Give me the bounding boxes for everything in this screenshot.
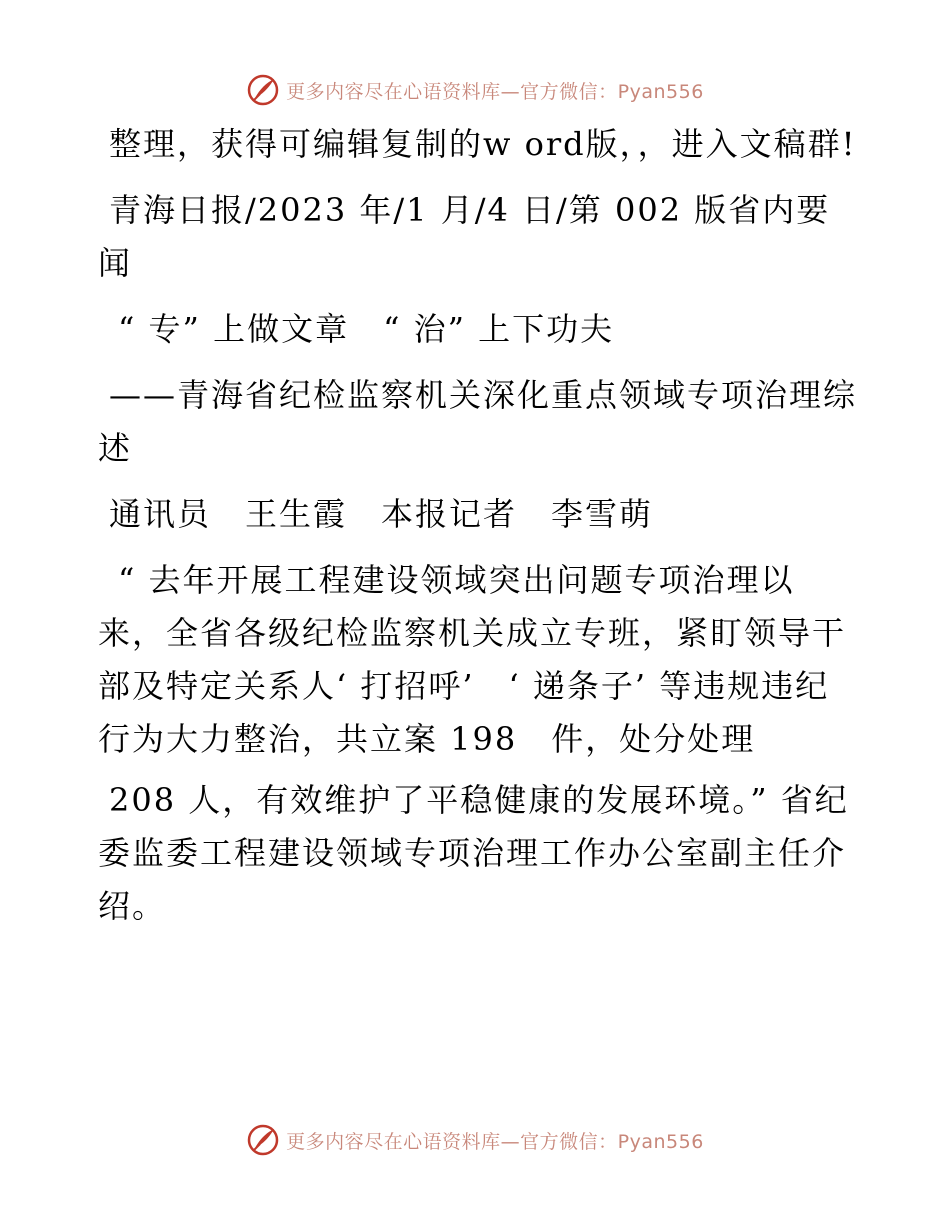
body-paragraph-continued: 208 人，有效维护了平稳健康的发展环境。” 省纪委监委工程建设领域专项治理工作办公室副主任介绍。: [98, 781, 849, 925]
intro-paragraph: 整理，获得可编辑复制的w ord版，，进入文稿群!: [109, 125, 857, 163]
feather-pen-logo-icon: [246, 1123, 280, 1157]
body-paragraph: “ 去年开展工程建设领域突出问题专项治理以来，全省各级纪检监察机关成立专班，紧盯领导干部及特定关系人‘ 打招呼’ ‘ 递条子’ 等违规违纪行为大力整治，共立案 198 件，处分处理: [98, 561, 847, 758]
feather-pen-logo-icon: [246, 73, 280, 107]
header-watermark-banner: [0, 70, 950, 110]
article-title: “ 专” 上做文章 “ 治” 上下功夫: [118, 310, 615, 348]
document-body: [98, 118, 858, 946]
footer-watermark-banner: [0, 1120, 950, 1160]
source-line: 青海日报/2023 年/1 月/4 日/第 002 版省内要闻: [98, 191, 831, 282]
watermark-text: 更多内容尽在心语资料库—官方微信：Pyan556: [286, 80, 704, 103]
byline: 通讯员 王生霞 本报记者 李雪萌: [109, 495, 654, 533]
watermark-text: 更多内容尽在心语资料库—官方微信：Pyan556: [286, 1130, 704, 1153]
article-subtitle: ——青海省纪检监察机关深化重点领域专项治理综述: [98, 376, 858, 467]
